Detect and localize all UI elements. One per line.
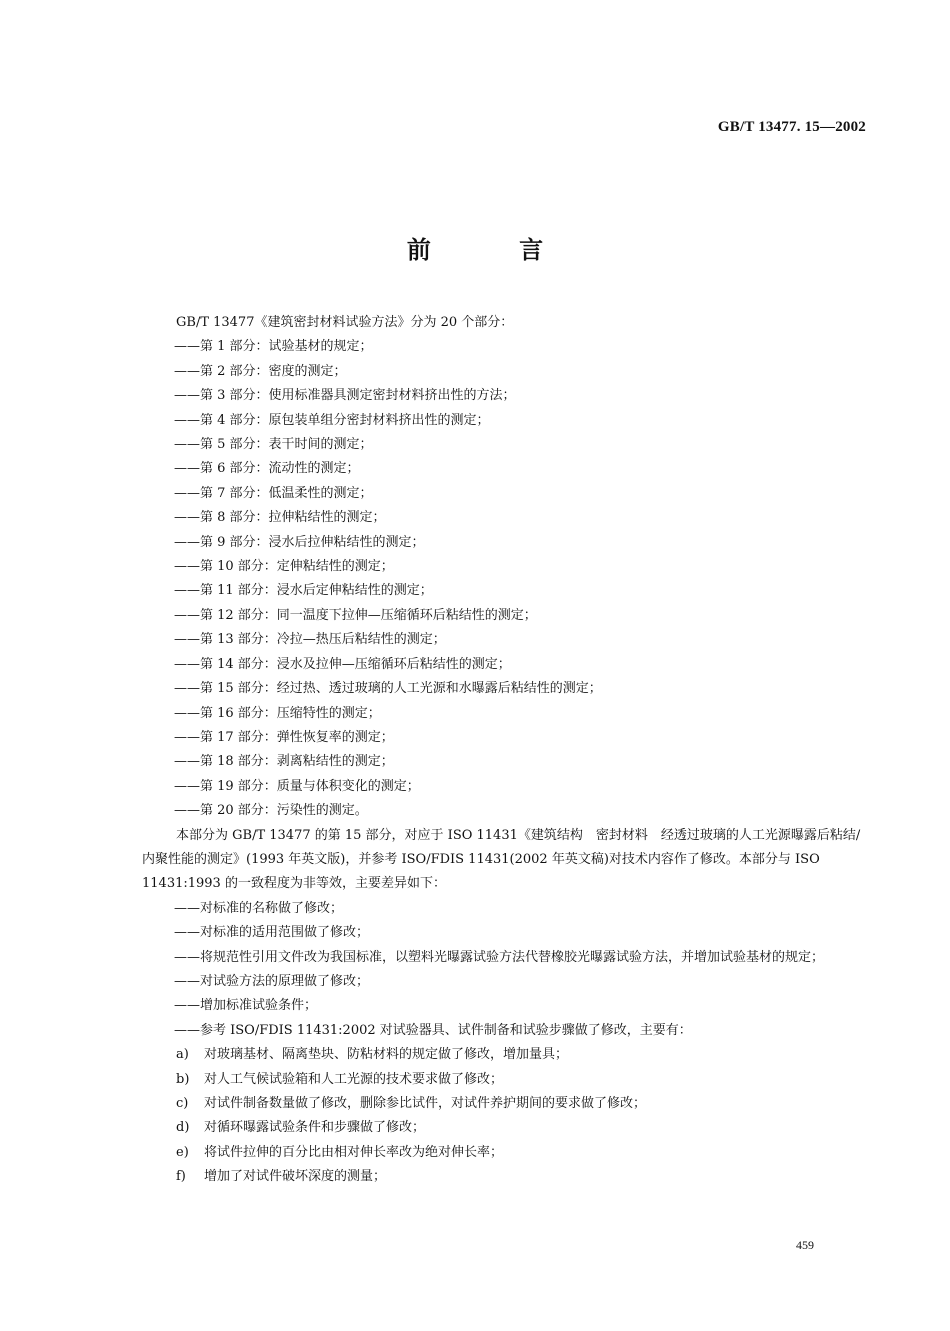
list-item: ——对试验方法的原理做了修改； <box>174 973 370 989</box>
list-item <box>142 1141 870 1165</box>
list-item <box>142 1165 870 1189</box>
parts-list <box>142 335 870 823</box>
list-marker: a) <box>176 1047 189 1063</box>
list-item <box>142 1116 870 1140</box>
list-item: ——将规范性引用文件改为我国标准，以塑料光曝露试验方法代替橡胶光曝露试验方法，并增加试验基材的规定； <box>174 949 825 965</box>
list-item: ——第 9 部分：浸水后拉伸粘结性的测定； <box>174 534 425 550</box>
list-item: ——第 1 部分：试验基材的规定； <box>174 339 373 355</box>
list-item: ——第 7 部分：低温柔性的测定； <box>174 485 373 501</box>
list-item <box>142 1068 870 1092</box>
standard-number: GB/T 13477. 15—2002 <box>717 119 866 135</box>
sub-items-list <box>142 1043 870 1189</box>
list-marker: f) <box>176 1169 186 1185</box>
list-text: 对循环曝露试验条件和步骤做了修改； <box>204 1120 426 1136</box>
list-text: 增加了对试件破坏深度的测量； <box>204 1169 387 1185</box>
list-item: ——第 2 部分：密度的测定； <box>174 363 347 379</box>
list-item: ——第 14 部分：浸水及拉伸—压缩循环后粘结性的测定； <box>174 656 511 672</box>
list-item: ——增加标准试验条件； <box>174 998 318 1014</box>
list-marker: e) <box>176 1144 189 1160</box>
list-item: ——第 13 部分：冷拉—热压后粘结性的测定； <box>174 632 446 648</box>
list-item: ——第 15 部分：经过热、透过玻璃的人工光源和水曝露后粘结性的测定； <box>174 681 602 697</box>
list-item <box>142 1092 870 1116</box>
list-item: ——第 10 部分：定伸粘结性的测定； <box>174 559 394 575</box>
list-item: ——第 20 部分：污染性的测定。 <box>174 803 368 819</box>
page-title: 前 言 <box>406 236 584 264</box>
list-item: ——对标准的名称做了修改； <box>174 900 344 916</box>
list-item: ——对标准的适用范围做了修改； <box>174 925 370 941</box>
page-number: 459 <box>796 1238 814 1252</box>
list-item: ——第 11 部分：浸水后定伸粘结性的测定； <box>174 583 433 599</box>
foreword-body <box>142 311 870 1190</box>
list-item: ——第 3 部分：使用标准器具测定密封材料挤出性的方法； <box>174 388 516 404</box>
list-text: 对玻璃基材、隔离垫块、防粘材料的规定做了修改，增加量具； <box>204 1047 569 1063</box>
list-item: ——参考 ISO/FDIS 11431:2002 对试验器具、试件制备和试验步骤做了修改，主要有： <box>174 1022 692 1038</box>
intro-paragraph: GB/T 13477《建筑密封材料试验方法》分为 20 个部分： <box>176 315 514 330</box>
changes-list <box>142 897 870 1043</box>
list-item: ——第 4 部分：原包装单组分密封材料挤出性的测定； <box>174 412 490 428</box>
list-item: ——第 18 部分：剥离粘结性的测定； <box>174 754 394 770</box>
list-text: 对试件制备数量做了修改，删除参比试件，对试件养护期间的要求做了修改； <box>204 1096 647 1111</box>
list-item: ——第 8 部分：拉伸粘结性的测定； <box>174 510 386 526</box>
list-item: ——第 17 部分：弹性恢复率的测定； <box>174 729 394 745</box>
scope-paragraph: 本部分为 GB/T 13477 的第 15 部分，对应于 ISO 11431《建筑结构 密封材料 经透过玻璃的人工光源曝露后粘结/内聚性能的测定》(1993 年英文版)，并参考 ISO/FDIS 11431(2002 年英文稿)对技术内容作了修改。本部分与 ISO 11431:1993 的一致程度为非等效，主要差异如下： <box>142 827 861 892</box>
list-item: ——第 16 部分：压缩特性的测定； <box>174 705 381 721</box>
list-marker: d) <box>176 1120 190 1136</box>
list-item: ——第 12 部分：同一温度下拉伸—压缩循环后粘结性的测定； <box>174 607 537 623</box>
list-item: ——第 19 部分：质量与体积变化的测定； <box>174 778 420 794</box>
list-text: 对人工气候试验箱和人工光源的技术要求做了修改； <box>204 1071 504 1087</box>
list-text: 将试件拉伸的百分比由相对伸长率改为绝对伸长率； <box>204 1144 504 1160</box>
list-marker: c) <box>176 1096 189 1111</box>
list-marker: b) <box>176 1071 190 1087</box>
list-item: ——第 6 部分：流动性的测定； <box>174 461 360 477</box>
list-item <box>142 1043 870 1067</box>
list-item: ——第 5 部分：表干时间的测定； <box>174 437 373 453</box>
